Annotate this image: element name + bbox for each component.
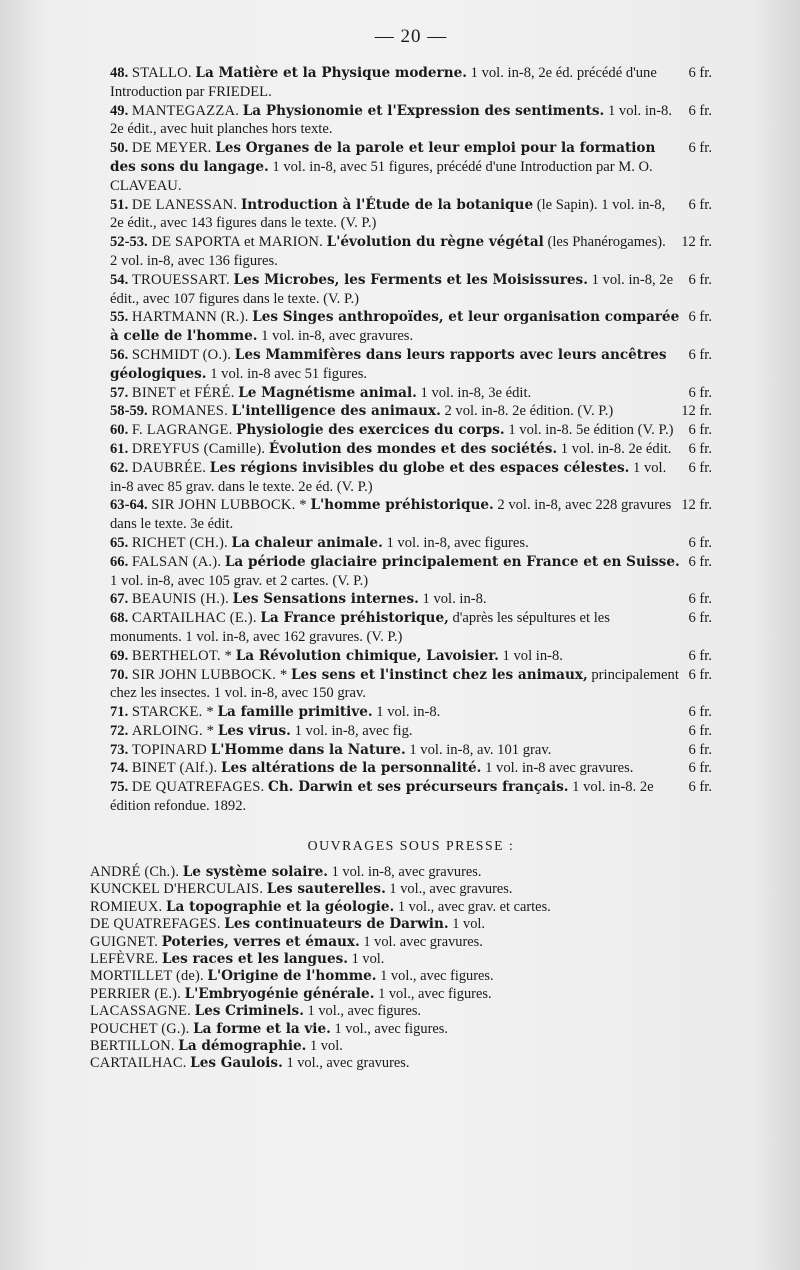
press-item xyxy=(90,986,712,1003)
entry-number: 52-53. xyxy=(110,234,148,251)
entry-author: DE QUATREFAGES. xyxy=(131,779,265,796)
entry-details: 1 vol. in-8. 2e édit. xyxy=(560,440,672,457)
press-title: La topographie et la géologie. xyxy=(165,898,395,915)
entry-price: 6 fr. xyxy=(688,384,712,401)
press-author: KUNCKEL D'HERCULAIS. xyxy=(90,881,264,898)
entry-number: 48. xyxy=(110,65,129,81)
press-title: L'Embryogénie générale. xyxy=(184,985,375,1002)
entry-title: La famille primitive. xyxy=(217,704,373,721)
entry-number: 60. xyxy=(110,422,129,439)
page-number: — 20 — xyxy=(374,26,448,47)
entry-number: 72. xyxy=(110,722,129,739)
entry-details: 1 vol. in-8, 2e éd. précédé d'une Introduction par FRIEDEL. xyxy=(110,65,657,100)
press-author: ANDRÉ (Ch.). xyxy=(90,863,180,880)
entry-number: 58-59. xyxy=(110,403,148,420)
entry-author: SIR JOHN LUBBOCK. * xyxy=(131,666,288,683)
entry-author: STARCKE. * xyxy=(131,704,214,721)
entry-title: Les altérations de la personnalité. xyxy=(220,760,482,777)
catalog-entry xyxy=(110,308,712,346)
entry-title: La chaleur animale. xyxy=(231,534,383,551)
entry-number: 55. xyxy=(110,309,129,326)
entry-number: 50. xyxy=(110,140,129,157)
entry-price: 6 fr. xyxy=(688,102,712,119)
catalog-entry xyxy=(110,459,712,497)
press-details: 1 vol. xyxy=(452,916,485,933)
press-heading: OUVRAGES SOUS PRESSE : xyxy=(307,837,515,853)
entry-author: CARTAILHAC (E.). xyxy=(131,610,257,627)
entry-price: 6 fr. xyxy=(688,440,712,457)
entry-title: Les virus. xyxy=(217,722,291,739)
entry-title: La France préhistorique, xyxy=(260,610,449,627)
entry-title: La Physionomie et l'Expression des sentiments. xyxy=(242,102,605,119)
entry-author: DAUBRÉE. xyxy=(131,459,207,476)
entry-details: 1 vol. in-8. 2e édition refondue. 1892. xyxy=(110,779,654,815)
entry-author: DE LANESSAN. xyxy=(131,196,238,213)
entry-number: 73. xyxy=(110,741,129,758)
press-title: Le système solaire. xyxy=(182,863,328,880)
entry-title: La Matière et la Physique moderne. xyxy=(195,65,467,81)
catalog-entry xyxy=(110,421,712,440)
entry-details: 1 vol. in-8, avec gravures. xyxy=(261,328,414,345)
entry-price: 6 fr. xyxy=(688,140,712,157)
press-item xyxy=(90,881,712,898)
press-title: Les continuateurs de Darwin. xyxy=(224,916,449,933)
catalog-entry xyxy=(110,722,712,741)
catalog-entry xyxy=(110,741,712,760)
entry-number: 66. xyxy=(110,553,129,570)
catalog-entry xyxy=(110,496,712,534)
catalog-entry xyxy=(110,271,712,309)
entry-price: 6 fr. xyxy=(688,779,712,796)
press-author: POUCHET (G.). xyxy=(90,1020,190,1037)
entry-details: 1 vol. in-8, 2e édit., avec 107 figures dans le texte. (V. P.) xyxy=(110,271,674,307)
entry-title: Physiologie des exercices du corps. xyxy=(236,422,505,439)
press-details: 1 vol., avec figures. xyxy=(334,1020,448,1037)
catalog-entry xyxy=(110,759,712,778)
entry-number: 57. xyxy=(110,384,129,401)
entry-number: 49. xyxy=(110,102,129,119)
catalog-entry xyxy=(110,703,712,722)
entry-details: principalement chez les insectes. 1 vol. in-8, avec 150 grav. xyxy=(110,666,679,702)
catalog-entry xyxy=(110,553,712,591)
press-title: Les sauterelles. xyxy=(266,881,386,898)
entry-number: 67. xyxy=(110,591,129,608)
entry-number: 54. xyxy=(110,271,129,288)
entry-price: 6 fr. xyxy=(688,196,712,213)
entry-price: 6 fr. xyxy=(688,65,712,81)
entry-price: 6 fr. xyxy=(688,760,712,777)
entry-number: 56. xyxy=(110,346,129,363)
entry-details: 2 vol. in-8, avec 228 gravures dans le texte. 3e édit. xyxy=(110,497,672,533)
press-item xyxy=(90,934,712,951)
entry-title: Les Singes anthropoïdes, et leur organisation comparée à celle de l'homme. xyxy=(110,309,680,345)
entry-author: BINET et FÉRÉ. xyxy=(131,384,235,401)
entry-number: 62. xyxy=(110,459,129,476)
entry-details: 1 vol. in-8, avec 105 grav. et 2 cartes. (V. P.) xyxy=(110,572,369,589)
catalog-entry xyxy=(110,384,712,403)
entry-title: Les régions invisibles du globe et des espaces célestes. xyxy=(209,459,630,476)
entry-author: MANTEGAZZA. xyxy=(131,102,240,119)
catalog-entry xyxy=(110,647,712,666)
entry-number: 68. xyxy=(110,610,129,627)
entry-details: 1 vol. in-8 avec 51 figures. xyxy=(210,365,368,382)
press-item xyxy=(90,968,712,985)
entry-details: d'après les sépultures et les monuments. 1 vol. in-8, avec 162 gravures. (V. P.) xyxy=(110,610,610,645)
entry-author: SCHMIDT (O.). xyxy=(131,346,232,363)
entry-title: Évolution des mondes et des sociétés. xyxy=(268,440,558,457)
press-title: Les races et les langues. xyxy=(161,950,348,967)
entry-title: L'Homme dans la Nature. xyxy=(210,741,406,758)
press-details: 1 vol., avec figures. xyxy=(380,968,494,985)
press-item xyxy=(90,1003,712,1020)
entry-number: 65. xyxy=(110,534,129,551)
catalog-entry xyxy=(110,666,712,704)
entry-price: 6 fr. xyxy=(688,309,712,326)
entry-number: 63-64. xyxy=(110,497,148,514)
entry-author: HARTMANN (R.). xyxy=(131,309,249,326)
press-title: Les Criminels. xyxy=(194,1003,304,1020)
entry-author: ROMANES. xyxy=(151,403,228,420)
entry-number: 74. xyxy=(110,760,129,777)
entry-title: Le Magnétisme animal. xyxy=(238,384,417,401)
catalog-entry xyxy=(110,233,712,271)
entry-author: BEAUNIS (H.). xyxy=(131,591,229,608)
entry-price: 6 fr. xyxy=(688,534,712,551)
entry-number: 51. xyxy=(110,196,129,213)
press-details: 1 vol. xyxy=(310,1037,343,1054)
catalog-entry xyxy=(110,778,712,816)
catalog-entry xyxy=(110,196,712,234)
catalog-entry xyxy=(110,139,712,195)
entry-title: La période glaciaire principalement en France et en Suisse. xyxy=(224,553,680,570)
press-title: Poteries, verres et émaux. xyxy=(161,933,360,950)
entry-author: DE MEYER. xyxy=(131,140,212,157)
press-details: 1 vol. avec gravures. xyxy=(363,933,483,950)
entry-author: TOPINARD xyxy=(131,741,208,758)
catalog-entry xyxy=(110,534,712,553)
entry-details: 1 vol. in-8. 2e édit., avec huit planches hors texte. xyxy=(110,102,673,138)
entry-details: (le Sapin). 1 vol. in-8, 2e édit., avec 143 figures dans le texte. (V. P.) xyxy=(110,196,666,232)
entry-details: 1 vol. in-8, av. 101 grav. xyxy=(409,741,552,758)
entry-title: Les Microbes, les Ferments et les Moisissures. xyxy=(233,271,588,288)
entry-title: Introduction à l'Étude de la botanique xyxy=(240,196,534,213)
entry-title: L'homme préhistorique. xyxy=(310,497,494,514)
entry-title: L'évolution du règne végétal xyxy=(326,234,544,251)
entry-details: 1 vol. in-8. 5e édition (V. P.) xyxy=(508,422,674,439)
press-title: Les Gaulois. xyxy=(190,1055,283,1072)
press-item xyxy=(90,1021,712,1038)
entry-price: 6 fr. xyxy=(688,422,712,439)
entry-details: 1 vol. in-8, 3e édit. xyxy=(420,384,532,401)
press-title: La démographie. xyxy=(178,1037,307,1054)
press-details: 1 vol. xyxy=(351,950,385,967)
entry-details: 2 vol. in-8. 2e édition. (V. P.) xyxy=(444,403,614,420)
press-author: DE QUATREFAGES. xyxy=(90,916,221,933)
entry-author: BINET (Alf.). xyxy=(131,760,218,777)
press-details: 1 vol. in-8, avec gravures. xyxy=(331,863,482,880)
entry-price: 6 fr. xyxy=(688,741,712,758)
entry-details: 1 vol. in-8, avec 51 figures, précédé d'une Introduction par M. O. CLAVEAU. xyxy=(110,158,653,194)
entry-author: ARLOING. * xyxy=(131,722,215,739)
catalog-list xyxy=(110,64,712,816)
press-item xyxy=(90,951,712,968)
entry-number: 69. xyxy=(110,647,129,664)
press-list xyxy=(90,864,712,1073)
entry-price: 6 fr. xyxy=(688,647,712,664)
entry-author: DREYFUS (Camille). xyxy=(131,440,266,457)
entry-title: Ch. Darwin et ses précurseurs français. xyxy=(268,779,569,796)
entry-price: 6 fr. xyxy=(688,346,712,363)
entry-author: SIR JOHN LUBBOCK. * xyxy=(151,497,307,514)
entry-details: 1 vol. in-8, avec fig. xyxy=(294,722,413,739)
entry-price: 6 fr. xyxy=(688,610,712,627)
entry-title: Les Organes de la parole et leur emploi pour la formation des sons du langage. xyxy=(110,140,656,175)
catalog-entry xyxy=(110,402,712,421)
entry-price: 6 fr. xyxy=(688,459,712,476)
entry-price: 6 fr. xyxy=(688,553,712,570)
press-author: ROMIEUX. xyxy=(90,898,163,915)
press-item xyxy=(90,916,712,933)
press-details: 1 vol., avec figures. xyxy=(378,985,492,1002)
entry-number: 61. xyxy=(110,440,129,457)
press-author: CARTAILHAC. xyxy=(90,1055,187,1072)
press-item xyxy=(90,864,712,881)
entry-number: 75. xyxy=(110,779,129,796)
press-author: GUIGNET. xyxy=(90,933,159,950)
entry-title: Les Sensations internes. xyxy=(232,591,419,608)
entry-details: 1 vol. in-8. xyxy=(422,591,487,608)
entry-price: 6 fr. xyxy=(688,666,712,683)
entry-title: Les Mammifères dans leurs rapports avec leurs ancêtres géologiques. xyxy=(110,346,667,382)
press-author: LEFÈVRE. xyxy=(90,950,159,967)
entry-price: 6 fr. xyxy=(688,271,712,288)
press-item xyxy=(90,1055,712,1072)
catalog-entry xyxy=(110,590,712,609)
press-details: 1 vol., avec gravures. xyxy=(389,881,513,898)
catalog-entry xyxy=(110,609,712,647)
entry-price: 6 fr. xyxy=(688,704,712,721)
press-details: 1 vol., avec figures. xyxy=(307,1003,422,1020)
entry-author: DE SAPORTA et MARION. xyxy=(151,234,323,251)
press-author: MORTILLET (de). xyxy=(90,968,204,985)
entry-price: 6 fr. xyxy=(688,722,712,739)
entry-details: 1 vol. in-8 avec gravures. xyxy=(485,760,634,777)
press-title: La forme et la vie. xyxy=(193,1020,331,1037)
press-author: BERTILLON. xyxy=(90,1037,175,1054)
entry-number: 70. xyxy=(110,666,129,683)
catalog-entry xyxy=(110,64,712,102)
entry-price: 12 fr. xyxy=(681,403,712,420)
entry-title: Les sens et l'instinct chez les animaux, xyxy=(291,666,588,683)
entry-details: 1 vol. in-8. xyxy=(376,704,441,721)
catalog-entry xyxy=(110,102,712,140)
catalog-entry xyxy=(110,346,712,384)
entry-author: RICHET (CH.). xyxy=(131,534,228,551)
entry-number: 71. xyxy=(110,704,129,721)
entry-details: 1 vol in-8. xyxy=(502,647,563,664)
entry-title: L'intelligence des animaux. xyxy=(231,403,441,420)
press-author: PERRIER (E.). xyxy=(90,985,181,1002)
press-title: L'Origine de l'homme. xyxy=(207,968,377,985)
press-details: 1 vol., avec gravures. xyxy=(286,1055,410,1072)
press-details: 1 vol., avec grav. et cartes. xyxy=(397,898,551,915)
entry-details: 1 vol. in-8, avec figures. xyxy=(386,534,529,551)
catalog-entry xyxy=(110,440,712,459)
entry-price: 12 fr. xyxy=(681,497,712,514)
entry-details: (les Phanérogames). 2 vol. in-8, avec 136 figures. xyxy=(110,234,666,269)
entry-price: 6 fr. xyxy=(688,591,712,608)
entry-title: La Révolution chimique, Lavoisier. xyxy=(235,647,499,664)
entry-price: 12 fr. xyxy=(681,234,712,251)
press-author: LACASSAGNE. xyxy=(90,1003,191,1020)
entry-author: FALSAN (A.). xyxy=(131,553,222,570)
press-item xyxy=(90,899,712,916)
entry-author: F. LAGRANGE. xyxy=(131,422,233,439)
entry-author: TROUESSART. xyxy=(131,271,230,288)
press-item xyxy=(90,1038,712,1055)
entry-author: STALLO. xyxy=(131,65,192,81)
entry-details: 1 vol. in-8 avec 85 grav. dans le texte. 2e éd. (V. P.) xyxy=(110,459,667,495)
entry-author: BERTHELOT. * xyxy=(131,647,233,664)
